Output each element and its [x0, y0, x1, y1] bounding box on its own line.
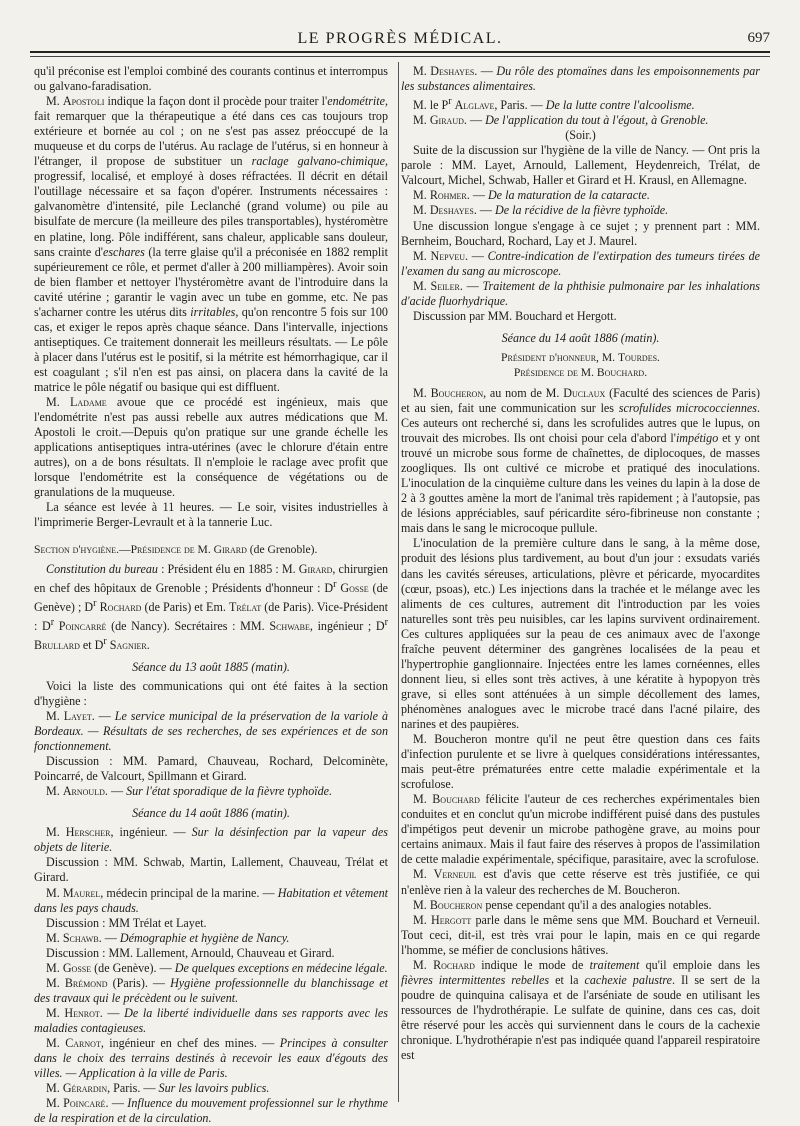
- paragraph: M. Apostoli indique la façon dont il procède pour traiter l'endométrite, fait remarquer que la thérapeutique a été dans ces cas toujours trop extérieure et bornée au col ; on ne s'est pas assez préoccupé de la muqueuse et du corps de l'utérus. Au raclage de l'utérus, si en honneur à l'étranger, il propose de substituer un raclage galvano-chimique, progressif, localisé, et employé à doses réfractées. Il décrit en détail l'outillage nécessaire et sa façon d'opérer. Instruments nécessaires : galvanomètre d'intensité, pile Leclanché (grand volume) ou pile au bisulfate de mercure (la meilleure des piles transportables), hystéromètre en platine, long. Pôle indifférent, sans chaleur, applicable sans douleur, sans crainte d'eschares (la terre glaise qu'il a préconisée en 1882 remplit supérieurement ce rôle, et permet d'aller à 200 milliampères). Avoir soin de bien flamber et nettoyer l'hystéromètre avant de l'introduire dans la cavité utérine ; garantir le vagin avec un tube en gomme, etc. Ne pas s'acharner contre les utérus dits irritables, qu'on rencontre 5 fois sur 100 cas, et exiger le repos après chaque séance. Dans l'intervalle, injections antiseptiques. Ce traitement donnerait les meilleurs résultats. — Le pôle à placer dans l'utérus est le positif, si la métrite est hémorrhagique, car il est coagulant ; s'il n'en est pas ainsi, on placera dans la cavité de la matrice le pôle négatif ou basique qui est diffluent.: [34, 94, 389, 394]
- paragraph: M. Henrot. — De la liberté individuelle dans ses rapports avec les maladies contagieuses.: [34, 1005, 388, 1035]
- right-column: [401, 64, 760, 1063]
- paragraph: M. Layet. — Le service municipal de la préservation de la variole à Bordeaux. — Résultats de ses recherches, de ses expériences et de son fonctionnement.: [34, 709, 389, 754]
- paragraph: M. Rochard indique le mode de traitement qu'il emploie dans les fièvres intermittentes rebelles et la cachexie palustre. Il se sert de la poudre de quinquina calisaya et de l'arséniate de soude en utilisant les ressources de l'hydrothérapie. Le sulfate de quinine, dans ces cas, doit être réservé pour les accès qui surviennent dans le cours de la cachexie chronique. L'hydrothérapie n'est pas indiquée quand l'appareil respiratoire est: [401, 957, 760, 1063]
- paragraph: M. le $P^r$ Alglave, Paris. — De la lutte contre l'alcoolisme.: [413, 96, 695, 113]
- page-number: 697: [747, 30, 770, 46]
- paragraph: Discussion : MM. Pamard, Chauveau, Rochard, Delcominète, Poincarré, de Valcourt, Spillmann et Girard.: [34, 754, 388, 784]
- paragraph: La séance est levée à 11 heures. — Le soir, visites industrielles à l'imprimerie Berger-Levrault et à la tannerie Luc.: [34, 500, 388, 530]
- paragraph: M. Carnot, ingénieur en chef des mines. — Principes à consulter dans le choix des terrains destinés à recevoir les eaux d'égouts des villes. — Application à la ville de Paris.: [34, 1035, 388, 1081]
- paragraph: M. Arnould. — Sur l'état sporadique de la fièvre typhoïde.: [46, 784, 333, 799]
- paragraph: M. Seiler. — Traitement de la phthisie pulmonaire par les inhalations d'acide fluorhydrique.: [401, 278, 760, 308]
- paragraph: M. Nepveu. — Contre-indication de l'extirpation des tumeurs tirées de l'examen du sang au microscope.: [401, 248, 760, 278]
- presidency-line: Président d'honneur, M. Tourdes.: [501, 350, 660, 364]
- paragraph: M. Schawb. — Démographie et hygiène de Nancy.: [46, 930, 290, 945]
- presidency-line: Présidence de M. Bouchard.: [513, 365, 648, 379]
- paragraph: M. Herscher, ingénieur. — Sur la désinfection par la vapeur des objets de literie.: [34, 825, 388, 855]
- paragraph: M. Ladame avoue que ce procédé est ingénieux, mais que l'endométrite n'est pas aussi rebelle aux autres médications que M. Apostoli le croit.—Depuis qu'on pratique sur une grande échelle les applications antiseptiques intra-utérines (avec le chlorure d'étain entre autres), on a de bons résultats. Il n'emploie le raclage avec profit que lorsque l'endométrite est la conséquence de végétations ou de granulations de la muqueuse.: [34, 395, 388, 500]
- paragraph: Discussion par MM. Bouchard et Hergott.: [413, 308, 617, 323]
- paragraph: M. Rohmer. — De la maturation de la cataracte.: [413, 188, 650, 203]
- paragraph: M. Hergott parle dans le même sens que MM. Bouchard et Verneuil. Tout ceci, dit-il, est très vrai pour le lapin, mais en ce qui regarde l'homme, se méfier de conclusions hâtives.: [401, 912, 761, 957]
- session-heading: Séance du 14 août 1886 (matin).: [132, 806, 290, 821]
- paragraph: Discussion : MM Trélat et Layet.: [46, 915, 207, 930]
- column-separator: [398, 62, 399, 1102]
- paragraph: M. Poincaré. — Influence du mouvement professionnel sur le rhythme de la respiration et de la circulation.: [34, 1096, 388, 1126]
- paragraph: Une discussion longue s'engage à ce sujet ; y prennent part : MM. Bernheim, Bouchard, Rochard, Lay et J. Maurel.: [401, 218, 760, 248]
- paragraph: M. Giraud. — De l'application du tout à l'égout, à Grenoble.: [413, 113, 709, 128]
- left-column: [34, 64, 388, 1126]
- session-heading: Séance du 14 août 1886 (matin).: [501, 330, 660, 345]
- paragraph: Suite de la discussion sur l'hygiène de la ville de Nancy. — Ont pris la parole : MM. Layet, Arnould, Lallement, Heydenreich, Trélat, de Valcourt, Michel, Schwab, Haller et Girard et H. Krausl, en Allemagne.: [401, 143, 760, 188]
- session-heading: Séance du 13 août 1885 (matin).: [132, 659, 290, 674]
- paragraph: Discussion : MM. Lallement, Arnould, Chauveau et Girard.: [46, 945, 335, 960]
- paragraph: M. Boucheron pense cependant qu'il a des analogies notables.: [413, 897, 712, 912]
- paragraph: L'inoculation de la première culture dans le sang, à la même dose, produit des lésions plus tardivement, au bout d'un jour : exsudats variés dans les cavités séreuses, articulations, plèvre et péricarde, myocardites (cœur, psoas), etc.) Les injections dans la trachée et le mélange avec les aliments de ces cultures, autrement dit l'introduction par les voies naturelles sont très peu nuisibles, car les lapins survivent ordinairement. Ces cultures appliquées sur la peau de ces animaux avec de l'axonge fraîche peuvent déterminer des gangrènes localisées de la peau et l'hypertrophie ganglionnaire. Injectées entre les lames cornéennes, elles donnent lieu, si elles sont très actives, à une kératite à hypopyon très grave, si elles sont atténuées à un simple décollement des lames, phénomènes analogues avec le microbe tracé dans l'acné pilaire, des narines et des paupières.: [401, 536, 760, 731]
- journal-title: LE PROGRÈS MÉDICAL.: [297, 30, 503, 47]
- header-rule-thick: [30, 51, 770, 53]
- paragraph: M. Brémond (Paris). — Hygiène professionnelle du blanchissage et des travaux qui le précèdent ou le suivent.: [34, 975, 388, 1005]
- paragraph: Discussion : MM. Schwab, Martin, Lallement, Chauveau, Trélat et Girard.: [34, 855, 388, 885]
- paragraph: Constitution du bureau : Président élu en 1885 : M. Girard, chirurgien en chef des hôpitaux de Grenoble ; Présidents d'honneur : $D^r$ Gosse (de Genève) ; $D^r$ Rochard (de Paris) et Em. Trélat (de Paris). Vice-Président : $D^r$ Poincarré (de Nancy). Secrétaires : MM. Schwabe, ingénieur ; $D^r$ Brullard et $D^r$ Sagnier.: [34, 561, 389, 652]
- paragraph: M. Deshayes. — Du rôle des ptomaïnes dans les empoisonnements par les substances alimentaires.: [401, 64, 760, 94]
- section-heading: Section d'hygiène.—Présidence de M. Girard (de Grenoble).: [34, 543, 318, 557]
- running-header: [30, 30, 770, 52]
- paragraph: M. Deshayes. — De la récidive de la fièvre typhoïde.: [413, 203, 669, 218]
- paragraph: M. Verneuil est d'avis que cette réserve est très justifiée, ce qui n'enlève rien à la valeur des recherches de M. Boucheron.: [401, 867, 760, 897]
- paragraph: Voici la liste des communications qui ont été faites à la section d'hygiène :: [34, 678, 388, 708]
- paragraph: M. Gosse (de Genève). — De quelques exceptions en médecine légale.: [46, 960, 388, 975]
- header-rule-thin: [30, 56, 770, 57]
- session-subheading: (Soir.): [565, 128, 596, 143]
- paragraph: M. Maurel, médecin principal de la marine. — Habitation et vêtement dans les pays chauds.: [34, 885, 388, 915]
- paragraph: M. Boucheron, au nom de M. Duclaux (Faculté des sciences de Paris) et au sien, fait une communication sur les scrofulides micrococciennes. Ces auteurs ont recherché si, dans les scrofulides autres que le lupus, on trouvait des microbes. Ils ont choisi pour cela d'abord l'impétigo et y ont trouvé un microbe sous forme de chaînettes, de diplocoques, de masses zoogliques. Ils ont cultivé ce microbe et pratiqué des inoculations. L'inoculation de la cinquième culture dans les veines du lapin à la dose de 2 à 3 gouttes amène la mort de l'animal très rapidement ; à l'autopsie, pas de lésions appréciables, sauf péricardite séro-fibrineuse non constante ; mais dans le sang le microcoque pullule.: [401, 385, 760, 536]
- paragraph: M. Gérardin, Paris. — Sur les lavoirs publics.: [46, 1081, 270, 1096]
- paragraph: M. Boucheron montre qu'il ne peut être question dans ces faits d'infection purulente et se livre à quelques considérations intéressantes, mais peut-être prématurées entre cette maladie expérimentale et la scrofulose.: [401, 732, 760, 792]
- paragraph: qu'il préconise est l'emploi combiné des courants continus et interrompus ou galvano-faradisation.: [34, 64, 388, 94]
- paragraph: M. Bouchard félicite l'auteur de ces recherches expérimentales bien conduites et en conclut qu'un microbe indifférent puisé dans des pustules d'impétigos peut devenir un microbe pathogène grave, au moins pour certains animaux. Mais il faut faire des réserves à propos de l'assimilation de cette maladie expérimentale, spécifique, parasitaire, avec la scrofulose.: [401, 792, 760, 867]
